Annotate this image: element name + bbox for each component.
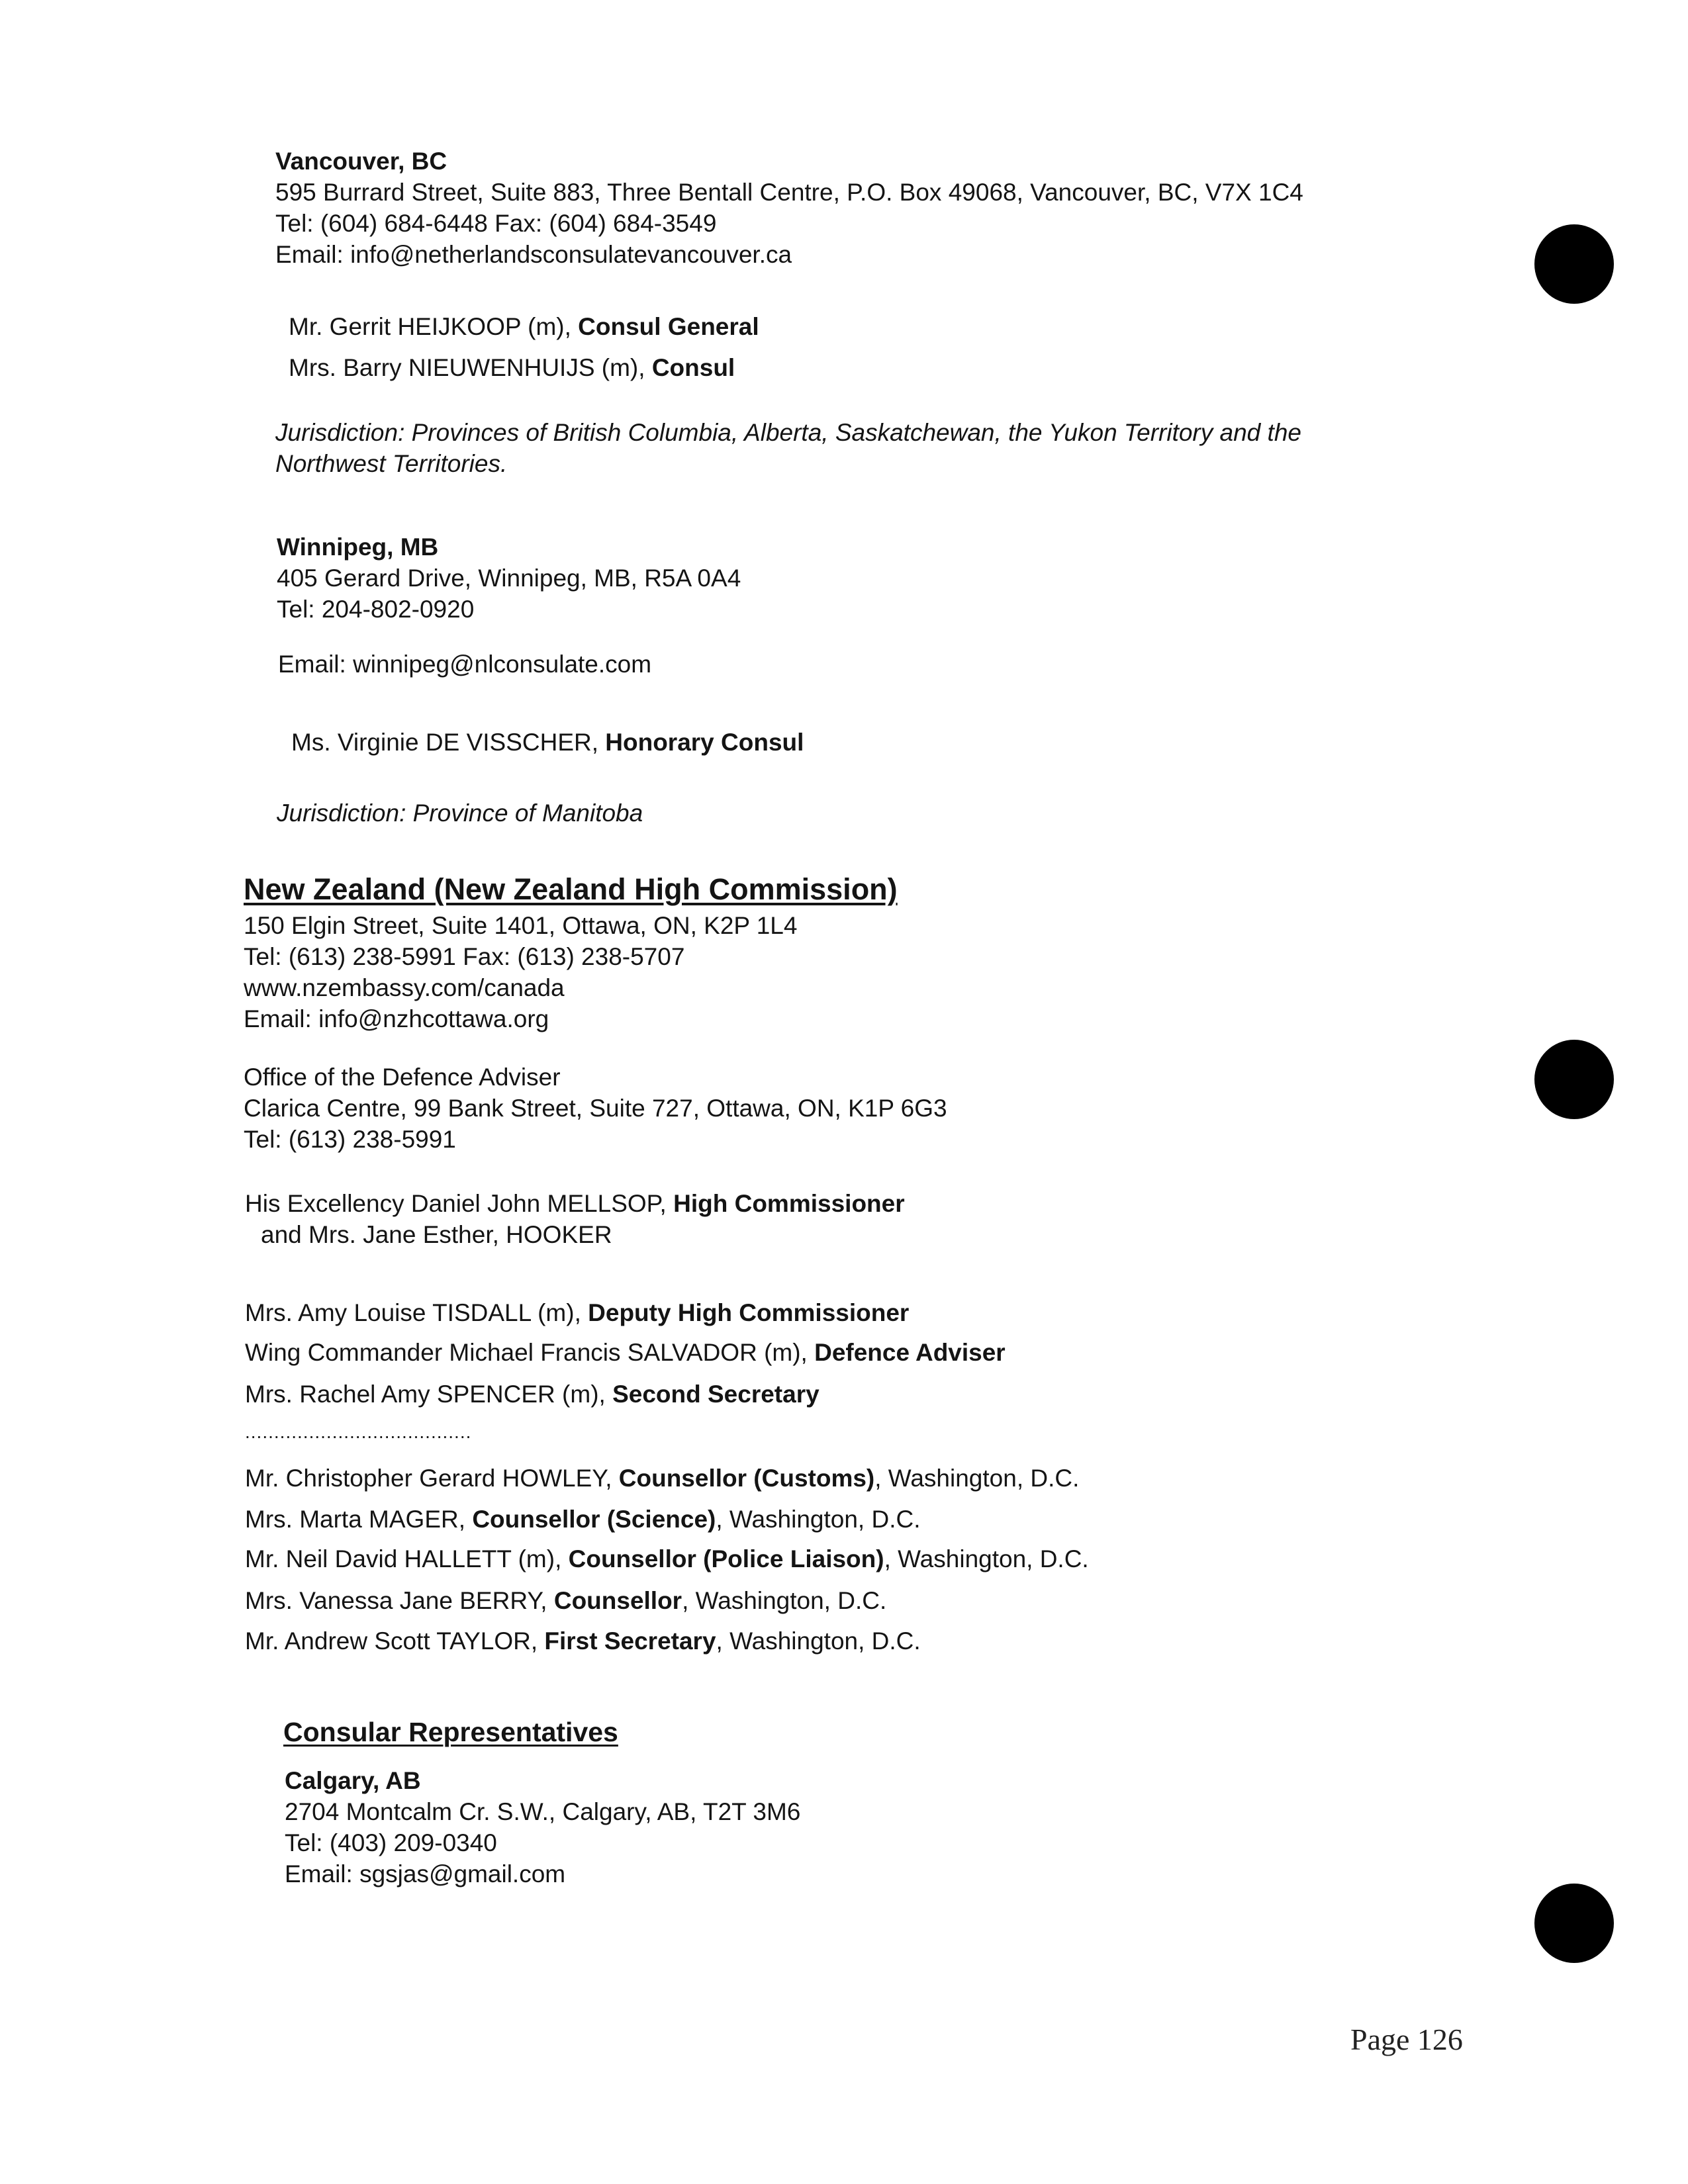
staff-line	[245, 1463, 1079, 1494]
jurisdiction: Jurisdiction: Province of Manitoba	[277, 799, 643, 827]
staff-location: , Washington, D.C.	[682, 1587, 887, 1614]
jurisdiction-line: Jurisdiction: Provinces of British Columbia, Alberta, Saskatchewan, the Yukon Territory and the	[275, 419, 1301, 446]
staff-line	[245, 1543, 1089, 1574]
tel-fax: Tel: (613) 238-5991 Fax: (613) 238-5707	[244, 943, 685, 970]
jurisdiction-line: Northwest Territories.	[275, 450, 508, 477]
staff-name: Mrs. Marta MAGER,	[245, 1506, 473, 1533]
staff-name: Mr. Neil David HALLETT (m),	[245, 1545, 569, 1572]
winnipeg-block	[277, 531, 741, 625]
tel-fax: Tel: (604) 684-6448 Fax: (604) 684-3549	[275, 210, 717, 237]
staff-line	[245, 1379, 820, 1410]
staff-line	[289, 352, 735, 383]
head-of-mission	[245, 1188, 905, 1250]
staff-line	[245, 1625, 921, 1657]
address: 2704 Montcalm Cr. S.W., Calgary, AB, T2T 3M6	[285, 1798, 801, 1825]
vancouver-block	[275, 146, 1303, 270]
address: 405 Gerard Drive, Winnipeg, MB, R5A 0A4	[277, 565, 741, 592]
staff-name: Ms. Virginie DE VISSCHER,	[291, 729, 606, 756]
binder-hole	[1534, 224, 1614, 304]
staff-line	[289, 311, 759, 342]
separator: .......................................	[245, 1422, 472, 1442]
consular-heading: Consular Representatives	[283, 1717, 618, 1747]
staff-line	[245, 1504, 920, 1535]
staff-location: , Washington, D.C.	[716, 1506, 921, 1533]
staff-title: Consul	[651, 354, 735, 381]
staff-title: Second Secretary	[612, 1381, 820, 1408]
staff-location: , Washington, D.C.	[874, 1465, 1080, 1492]
staff-line	[291, 727, 804, 758]
staff-title: First Secretary	[544, 1627, 716, 1655]
staff-title: Counsellor (Police Liaison)	[568, 1545, 884, 1572]
staff-line	[245, 1337, 1006, 1368]
staff-title: Deputy High Commissioner	[588, 1299, 910, 1326]
section-title: Winnipeg, MB	[277, 533, 439, 561]
staff-name: Mrs. Amy Louise TISDALL (m),	[245, 1299, 588, 1326]
website: www.nzembassy.com/canada	[244, 974, 565, 1001]
staff-title: Consul General	[578, 313, 759, 340]
staff-name: Mrs. Vanessa Jane BERRY,	[245, 1587, 554, 1614]
staff-title: Honorary Consul	[605, 729, 804, 756]
staff-name: Mr. Andrew Scott TAYLOR,	[245, 1627, 545, 1655]
nz-contact-block	[244, 910, 797, 1034]
staff-title: Defence Adviser	[814, 1339, 1006, 1366]
spouse: and Mrs. Jane Esther, HOOKER	[261, 1221, 612, 1248]
staff-title: Counsellor	[553, 1587, 682, 1614]
staff-title: Counsellor (Science)	[472, 1506, 716, 1533]
head-name: His Excellency Daniel John MELLSOP,	[245, 1190, 674, 1217]
staff-title: Counsellor (Customs)	[618, 1465, 875, 1492]
staff-name: Mrs. Rachel Amy SPENCER (m),	[245, 1381, 613, 1408]
email: Email: info@netherlandsconsulatevancouver.ca	[275, 241, 792, 268]
email: Email: winnipeg@nlconsulate.com	[278, 651, 652, 678]
section-title: Calgary, AB	[285, 1767, 421, 1794]
staff-name: Mrs. Barry NIEUWENHUIJS (m),	[289, 354, 652, 381]
page-number: Page 126	[1350, 2023, 1463, 2056]
staff-location: , Washington, D.C.	[716, 1627, 921, 1655]
address: 150 Elgin Street, Suite 1401, Ottawa, ON, K2P 1L4	[244, 912, 798, 939]
tel: Tel: 204-802-0920	[277, 596, 475, 623]
staff-location: , Washington, D.C.	[884, 1545, 1089, 1572]
email: Email: info@nzhcottawa.org	[244, 1005, 549, 1032]
staff-name: Mr. Gerrit HEIJKOOP (m),	[289, 313, 579, 340]
defence-office-block	[244, 1062, 947, 1155]
email: Email: sgsjas@gmail.com	[285, 1860, 566, 1888]
binder-hole	[1534, 1040, 1614, 1119]
staff-line	[245, 1585, 886, 1616]
address: 595 Burrard Street, Suite 883, Three Bentall Centre, P.O. Box 49068, Vancouver, BC, V7X 1C4	[275, 179, 1303, 206]
calgary-block	[285, 1765, 800, 1889]
section-title: Vancouver, BC	[275, 148, 447, 175]
binder-hole	[1534, 1884, 1614, 1963]
staff-line	[245, 1297, 909, 1328]
staff-name: Mr. Christopher Gerard HOWLEY,	[245, 1465, 619, 1492]
tel: Tel: (403) 209-0340	[285, 1829, 497, 1856]
office-name: Office of the Defence Adviser	[244, 1064, 561, 1091]
address: Clarica Centre, 99 Bank Street, Suite 727, Ottawa, ON, K1P 6G3	[244, 1095, 947, 1122]
jurisdiction	[275, 417, 1301, 479]
country-heading: New Zealand (New Zealand High Commission)	[244, 872, 898, 906]
tel: Tel: (613) 238-5991	[244, 1126, 456, 1153]
staff-name: Wing Commander Michael Francis SALVADOR (m),	[245, 1339, 815, 1366]
head-title: High Commissioner	[673, 1190, 905, 1217]
